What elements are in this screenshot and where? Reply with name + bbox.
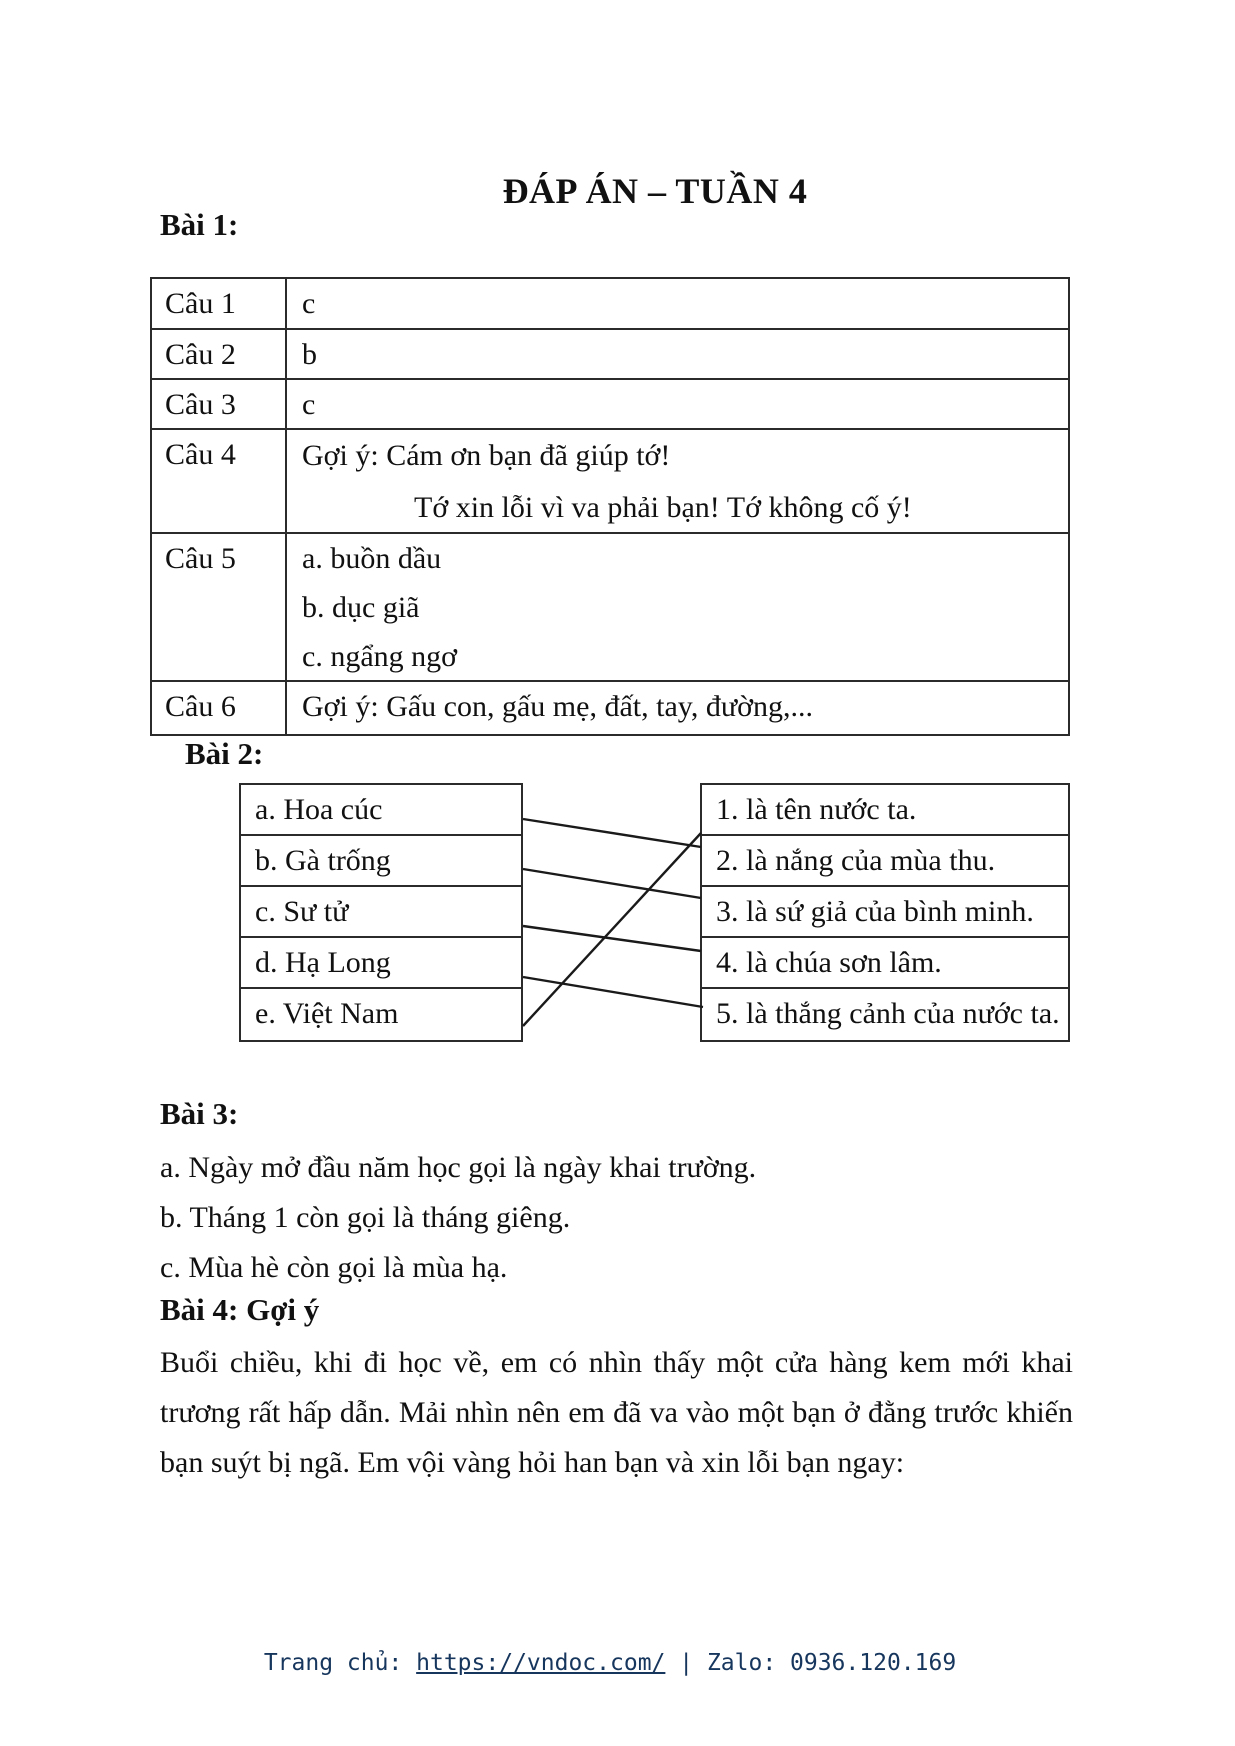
row-label: Câu 5 <box>152 534 287 680</box>
bai1-answer-table <box>150 277 1070 736</box>
answer-text: c. ngẩng ngơ <box>302 640 457 673</box>
match-line-c-4 <box>523 926 701 951</box>
answer-text: Tớ xin lỗi vì va phải bạn! Tớ không cố ý! <box>414 491 912 524</box>
row-label: Câu 4 <box>152 430 287 532</box>
row-label: Câu 1 <box>152 279 287 328</box>
match-line-a-2 <box>523 819 701 847</box>
footer-zalo-contact: Zalo: 0936.120.169 <box>706 1650 957 1676</box>
match-item-3: 3. là sứ giả của bình minh. <box>702 887 1068 938</box>
table-row-cau1 <box>152 279 1068 330</box>
footer-separator: | <box>665 1650 707 1676</box>
page-title: ĐÁP ÁN – TUẦN 4 <box>502 171 808 211</box>
homepage-link[interactable]: https://vndoc.com/ <box>416 1650 666 1676</box>
match-item-b: b. Gà trống <box>241 836 521 887</box>
match-item-a: a. Hoa cúc <box>241 785 521 836</box>
row-label: Câu 6 <box>152 682 287 734</box>
bai3-item-a: a. Ngày mở đầu năm học gọi là ngày khai trường. <box>160 1151 757 1184</box>
bai2-right-table <box>700 783 1070 1042</box>
table-row-cau2 <box>152 330 1068 380</box>
row-label: Câu 2 <box>152 330 287 378</box>
answer-text: Gợi ý: Cám ơn bạn đã giúp tớ! <box>302 439 671 472</box>
table-row-cau3 <box>152 380 1068 430</box>
answer-text: b <box>302 338 317 371</box>
section-heading-bai4: Bài 4: Gợi ý <box>160 1292 320 1327</box>
page-footer <box>150 1650 1070 1676</box>
answer-text: a. buồn dầu <box>302 542 442 575</box>
footer-home-label: Trang chủ: <box>263 1650 417 1676</box>
bai3-answers <box>160 1143 756 1293</box>
table-row-cau4 <box>152 430 1068 534</box>
row-label: Câu 3 <box>152 380 287 428</box>
table-row-cau6 <box>152 682 1068 734</box>
match-item-1: 1. là tên nước ta. <box>702 785 1068 836</box>
match-item-2: 2. là nắng của mùa thu. <box>702 836 1068 887</box>
section-heading-bai3: Bài 3: <box>160 1096 239 1131</box>
bai3-item-c: c. Mùa hè còn gọi là mùa hạ. <box>160 1251 508 1284</box>
match-item-4: 4. là chúa sơn lâm. <box>702 938 1068 989</box>
section-heading-bai2: Bài 2: <box>185 736 264 771</box>
match-line-b-3 <box>523 869 701 898</box>
answer-text: c <box>302 388 316 421</box>
bai4-paragraph: Buổi chiều, khi đi học về, em có nhìn thấy một cửa hàng kem mới khai trương rất hấp dẫn. Mải nhìn nên em đã va vào một bạn ở đằng trước khiến bạn suýt bị ngã. Em vội vàng hỏi han bạn và xin lỗi bạn ngay: <box>160 1346 1073 1479</box>
answer-text: b. dục giã <box>302 591 420 624</box>
answer-text: c <box>302 287 316 320</box>
answer-text: Gợi ý: Gấu con, gấu mẹ, đất, tay, đường,... <box>302 690 813 723</box>
bai2-left-table <box>239 783 523 1042</box>
match-line-e-1 <box>523 833 701 1026</box>
table-row-cau5 <box>152 534 1068 682</box>
match-item-5: 5. là thắng cảnh của nước ta. <box>716 997 1060 1030</box>
match-item-c: c. Sư tử <box>241 887 521 938</box>
match-line-d-5 <box>523 977 703 1007</box>
match-item-d: d. Hạ Long <box>241 938 521 989</box>
section-heading-bai1: Bài 1: <box>160 207 239 242</box>
match-item-e: e. Việt Nam <box>255 997 399 1030</box>
bai3-item-b: b. Tháng 1 còn gọi là tháng giêng. <box>160 1201 571 1234</box>
